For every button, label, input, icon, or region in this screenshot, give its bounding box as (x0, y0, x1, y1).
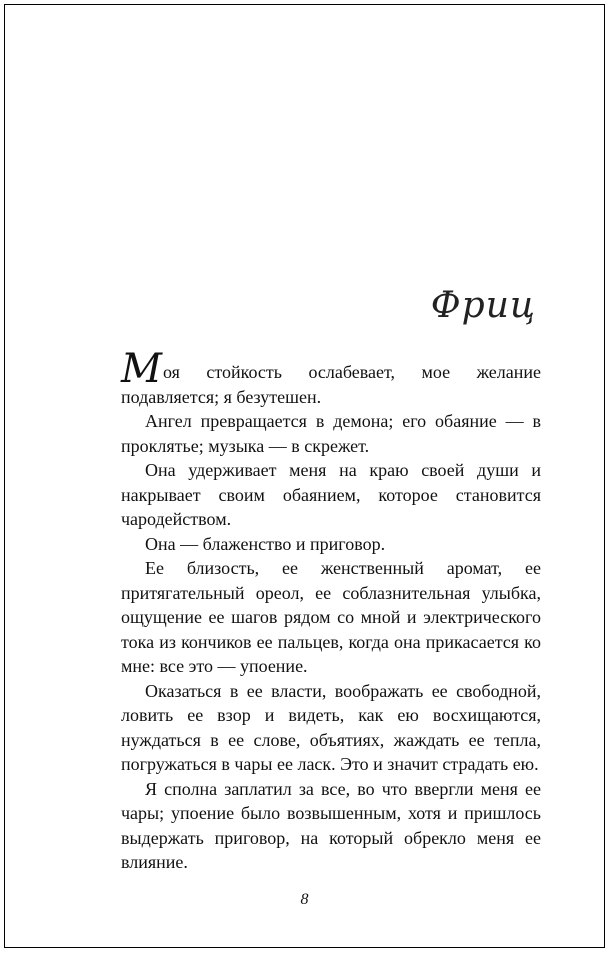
paragraph: Я сполна заплатил за все, во что ввергли меня ее чары; упоение было возвышенным, хотя и пришлось выдержать приговор, на который обрекло меня ее влияние. (121, 778, 541, 872)
book-page (4, 4, 605, 948)
chapter-title: Фриц (430, 285, 536, 326)
paragraph: Она удерживает меня на краю своей души и накрывает своим обаянием, которое становится чародейством. (121, 460, 541, 529)
page-number: 8 (300, 891, 309, 908)
body-text (121, 346, 541, 875)
paragraph: Ангел превращается в демона; его обаяние — в проклятье; музыка — в скрежет. (121, 411, 541, 456)
drop-cap: М (121, 346, 162, 392)
paragraph: Она — блаженство и приговор. (145, 533, 386, 554)
paragraph (121, 346, 541, 409)
paragraph-text: оя стойкость ослабевает, мое желание подавляется; я безутешен. (121, 362, 541, 407)
paragraph: Оказаться в ее власти, воображать ее свободной, ловить ее взор и видеть, как ею восхищаются, нуждаться в ее слове, объятиях, жаждать ее тепла, погружаться в чары ее ласк. Это и значит страдать ею. (121, 680, 541, 774)
paragraph: Ее близость, ее женственный аромат, ее притягательный ореол, ее соблазнительная улыбка, ощущение ее шагов рядом со мной и электрического тока из кончиков ее пальцев, когда она прикасается ко мне: все это — упоение. (121, 558, 541, 676)
